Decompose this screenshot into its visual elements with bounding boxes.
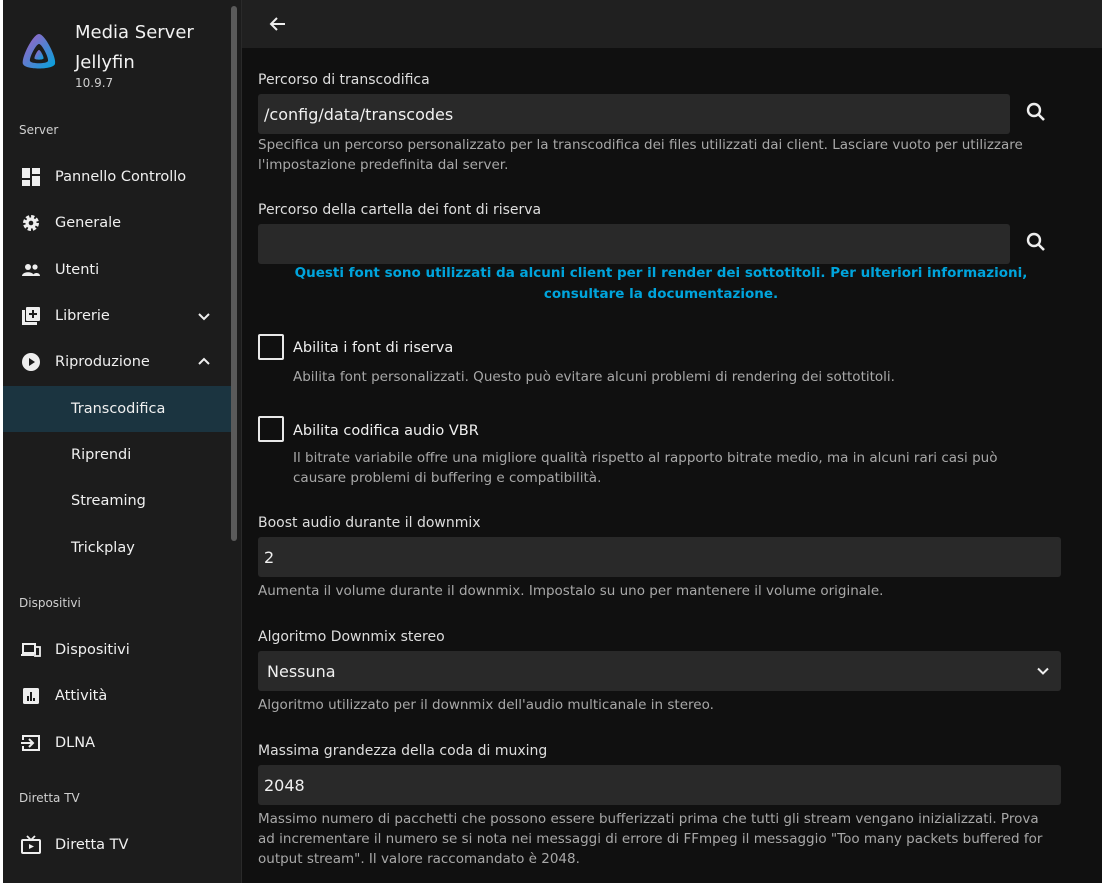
sidebar-subitem-trickplay[interactable] xyxy=(3,525,231,571)
sidebar-item-label: Pannello Controllo xyxy=(55,169,187,185)
downmix-algorithm-selected-value: Nessuna xyxy=(267,661,336,681)
sidebar-item-livetv[interactable] xyxy=(3,822,231,868)
sidebar-item-label: DLNA xyxy=(55,735,96,751)
dashboard-icon xyxy=(21,167,41,187)
sidebar-item-dlna[interactable] xyxy=(3,720,231,766)
section-label-devices: Dispositivi xyxy=(19,596,81,610)
top-bar xyxy=(242,0,1102,48)
muxing-queue-label: Massima grandezza della coda di muxing xyxy=(258,743,548,759)
brand-version: 10.9.7 xyxy=(75,76,114,90)
chevron-down-icon[interactable] xyxy=(195,307,213,325)
transcode-path-help: Specifica un percorso personalizzato per la transcodifica dei files utilizzati dai client. Lasciare vuoto per utilizzare l'impostazione predefinita dal server. xyxy=(258,137,1023,173)
downmix-algorithm-help: Algoritmo utilizzato per il downmix dell'audio multicanale in stereo. xyxy=(258,697,714,713)
back-arrow-icon[interactable] xyxy=(268,14,288,34)
sidebar-item-label: Diretta TV xyxy=(55,837,129,853)
fallback-font-path-label: Percorso della cartella dei font di riserva xyxy=(258,202,542,218)
transcoding-settings-form xyxy=(242,48,1102,883)
enable-vbr-checkbox[interactable] xyxy=(258,416,284,442)
library-add-icon xyxy=(21,306,41,326)
sidebar-item-dashboard[interactable] xyxy=(3,154,231,200)
sidebar-subitem-transcoding[interactable] xyxy=(3,386,231,432)
sidebar-subitem-label: Streaming xyxy=(71,493,146,509)
enable-vbr-help: Il bitrate variabile offre una migliore qualità rispetto al rapporto bitrate medio, ma in alcuni rari casi può causare problemi di buffering e compatibilità. xyxy=(293,450,998,486)
fallback-font-path-input[interactable] xyxy=(258,224,1010,264)
jellyfin-logo-icon xyxy=(21,32,57,72)
enable-fallback-font-label[interactable]: Abilita i font di riserva xyxy=(293,340,454,356)
sidebar-item-activity[interactable] xyxy=(3,673,231,719)
dlna-input-icon xyxy=(21,733,41,753)
sidebar-item-label: Librerie xyxy=(55,308,110,324)
enable-fallback-font-help: Abilita font personalizzati. Questo può evitare alcuni problemi di rendering dei sottotitoli. xyxy=(293,369,895,385)
sidebar-item-label: Dispositivi xyxy=(55,642,130,658)
downmix-boost-label: Boost audio durante il downmix xyxy=(258,515,481,531)
transcode-path-input[interactable]: /config/data/transcodes xyxy=(258,94,1010,134)
sidebar-subitem-resume[interactable] xyxy=(3,432,231,478)
sidebar-item-libraries[interactable] xyxy=(3,293,231,339)
downmix-algorithm-label: Algoritmo Downmix stereo xyxy=(258,629,445,645)
muxing-queue-input[interactable]: 2048 xyxy=(258,765,1061,805)
section-label-livetv: Diretta TV xyxy=(19,791,80,805)
search-icon[interactable] xyxy=(1024,100,1048,124)
muxing-queue-help: Massimo numero di pacchetti che possono essere bufferizzati prima che tutti gli stream vengano inizializzati. Prova ad incrementare il numero se si nota nei messaggi di errore di FFmpeg il messaggio "Too many packets buffered for output stream". Il valore raccomandato è 2048. xyxy=(258,811,1043,867)
sidebar-subitem-label: Transcodifica xyxy=(71,401,166,417)
chevron-down-icon xyxy=(1035,663,1051,679)
enable-fallback-font-checkbox[interactable] xyxy=(258,334,284,360)
brand[interactable] xyxy=(17,16,227,96)
sidebar-item-label: Riproduzione xyxy=(55,354,150,370)
chevron-up-icon[interactable] xyxy=(195,353,213,371)
sidebar-item-general[interactable] xyxy=(3,200,231,246)
sidebar-item-users[interactable] xyxy=(3,247,231,293)
live-tv-icon xyxy=(21,835,41,855)
sidebar-item-label: Utenti xyxy=(55,262,100,278)
enable-vbr-label[interactable]: Abilita codifica audio VBR xyxy=(293,423,479,439)
sidebar-subitem-streaming[interactable] xyxy=(3,478,231,524)
sidebar xyxy=(0,0,242,883)
sidebar-subitem-label: Trickplay xyxy=(71,540,135,556)
devices-icon xyxy=(21,640,41,660)
sidebar-subitem-label: Riprendi xyxy=(71,447,132,463)
sidebar-scrollbar[interactable] xyxy=(231,6,237,541)
transcode-path-label: Percorso di transcodifica xyxy=(258,72,430,88)
brand-title: Media Server Jellyfin xyxy=(75,22,194,73)
sidebar-item-devices[interactable] xyxy=(3,627,231,673)
sidebar-item-playback[interactable] xyxy=(3,339,231,385)
sidebar-item-label: Attività xyxy=(55,688,108,704)
play-circle-icon xyxy=(21,352,41,372)
activity-icon xyxy=(21,686,41,706)
downmix-boost-help: Aumenta il volume durante il downmix. Impostalo su uno per mantenere il volume originale. xyxy=(258,583,884,599)
sidebar-item-label: Generale xyxy=(55,215,122,231)
downmix-algorithm-select[interactable] xyxy=(258,651,1061,691)
gear-icon xyxy=(21,213,41,233)
section-label-server: Server xyxy=(19,123,59,137)
fallback-font-documentation-link[interactable]: Questi font sono utilizzati da alcuni client per il render dei sottotitoli. Per ulteriori informazioni, consultare la documentazione. xyxy=(294,265,1028,302)
downmix-boost-input[interactable]: 2 xyxy=(258,537,1061,577)
users-icon xyxy=(21,260,41,280)
search-icon[interactable] xyxy=(1024,230,1048,254)
